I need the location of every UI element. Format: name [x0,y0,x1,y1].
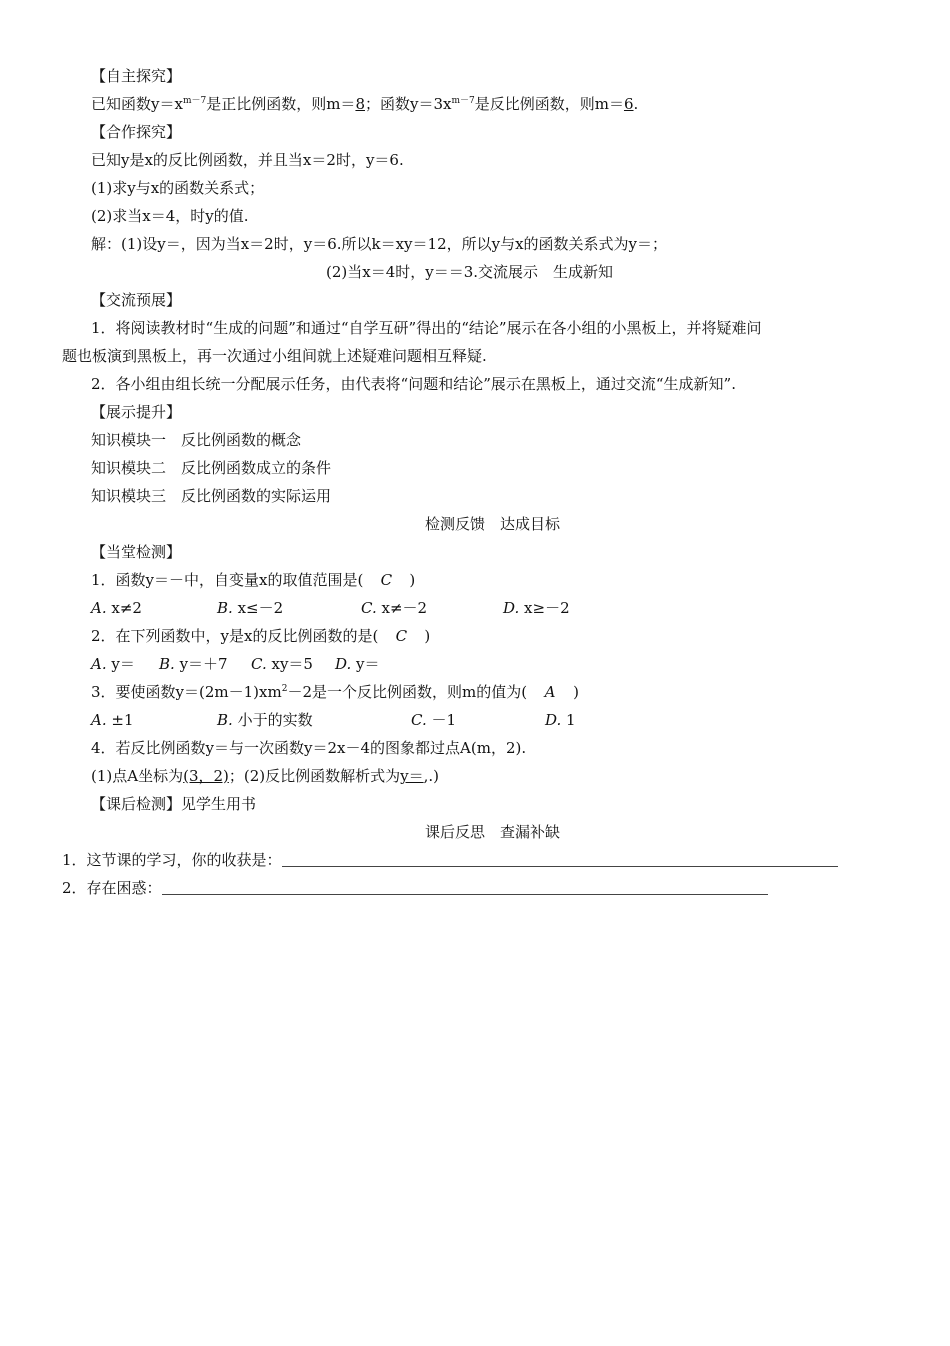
answer-m1: 8 [355,95,365,113]
question-3-options [91,710,950,730]
answer-q1: C [380,571,393,589]
option-c: C. －1 [411,711,457,729]
question-1-options [91,598,950,618]
answer-q3: A [544,683,556,701]
question-4-answers: (1)点A坐标为(3，2)；(2)反比例函数解析式为y＝,.) [91,767,440,785]
option-d: D. 1 [545,711,576,729]
self-study-question: 已知函数$y=x^{m-7}$是正比例函数，则m＝8；函数$y=3x^{m-7}$是反比例函数，则m＝6. [91,95,639,113]
preview-paragraph-1a: 1．将阅读教材时“生成的问题”和通过“自学互研”得出的“结论”展示在各小组的小黑板上，并将疑难问 [91,319,762,337]
heading-feedback: 检测反馈 达成目标 [424,515,560,533]
answer-q2: C [395,627,408,645]
option-d: D. y＝ [335,655,380,673]
preview-paragraph-2: 2．各小组由组长统一分配展示任务，由代表将“问题和结论”展示在黑板上，通过交流“生成新知”. [91,375,736,393]
coop-solution-2: (2)当x＝4时，y＝＝3.交流展示 生成新知 [326,263,614,281]
coop-part-2: (2)求当x＝4，时y的值. [91,207,249,225]
option-a: A. x≠2 [91,599,142,617]
reflection-confusion: 2．存在困惑： [62,878,950,898]
section-title-after-class: 【课后检测】见学生用书 [91,795,257,813]
option-b: B. y＝＋7 [159,655,228,673]
knowledge-module-2: 知识模块二 反比例函数成立的条件 [91,459,332,477]
option-a: A. y＝ [91,655,135,673]
confusion-input-line[interactable] [162,880,768,895]
option-a: A. ±1 [91,711,134,729]
preview-paragraph-1b: 题也板演到黑板上，再一次通过小组间就上述疑难问题相互释疑. [62,347,487,365]
option-c: C. x≠－2 [361,599,428,617]
gains-input-line[interactable] [282,852,838,867]
option-b: B. x≤－2 [217,599,284,617]
option-b: B. 小于的实数 [217,711,313,729]
question-2: 2．在下列函数中，y是x的反比例函数的是( C ) [91,627,431,645]
reflection-gains: 1．这节课的学习，你的收获是： [62,850,950,870]
heading-reflection: 课后反思 查漏补缺 [424,823,560,841]
section-title-cooperative: 【合作探究】 [91,123,182,141]
question-3: 3．要使函数$y=(2m-1)xm^2-2$是一个反比例函数，则m的值为( A ) [91,683,579,701]
question-1: 1．函数y＝－中，自变量x的取值范围是( C ) [91,571,416,589]
section-title-preview: 【交流预展】 [91,291,182,309]
section-title-self-study: 【自主探究】 [91,67,182,85]
answer-expression: y＝ [400,767,424,785]
answer-point-a: (3，2) [183,767,229,785]
section-title-showcase: 【展示提升】 [91,403,182,421]
option-c: C. xy＝5 [251,655,313,673]
coop-problem: 已知y是x的反比例函数，并且当x＝2时，y＝6. [91,151,404,169]
option-d: D. x≥－2 [503,599,570,617]
knowledge-module-1: 知识模块一 反比例函数的概念 [91,431,302,449]
answer-m2: 6 [623,95,634,113]
section-title-class-test: 【当堂检测】 [91,543,182,561]
coop-solution-1: 解：(1)设y＝，因为当x＝2时，y＝6.所以k＝xy＝12，所以y与x的函数关系式为y＝； [91,235,668,253]
coop-part-1: (1)求y与x的函数关系式； [91,179,265,197]
question-4: 4．若反比例函数y＝与一次函数y＝2x－4的图象都过点A(m，2). [91,739,527,757]
question-2-options [91,654,950,674]
knowledge-module-3: 知识模块三 反比例函数的实际运用 [91,487,332,505]
